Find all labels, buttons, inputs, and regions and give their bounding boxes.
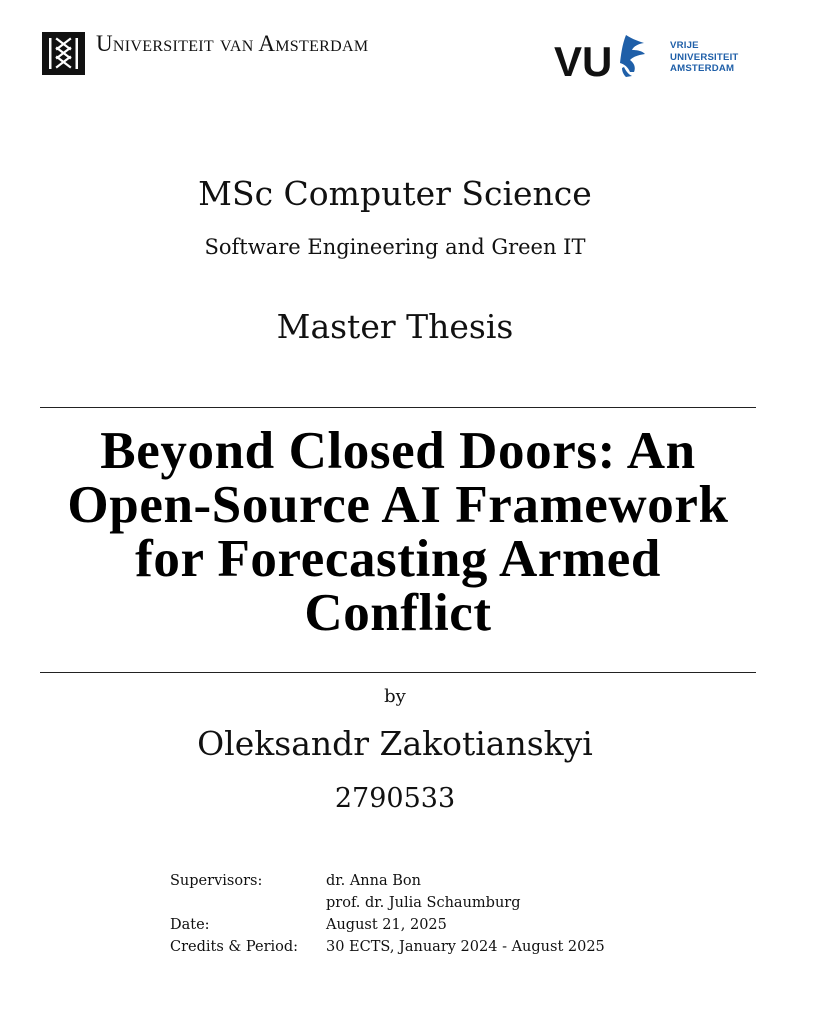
student-id: 2790533 — [334, 783, 456, 814]
vu-logo-letters: VU — [554, 38, 613, 79]
supervisors-label: Supervisors: — [170, 873, 263, 889]
thesis-details-table — [170, 870, 605, 958]
vu-wordmark-line2: UNIVERSITEIT — [670, 51, 739, 63]
title-rule-bottom — [40, 672, 756, 673]
thesis-title-line1: Beyond Closed Doors: An — [100, 422, 696, 480]
details-row — [170, 870, 605, 892]
date-value: August 21, 2025 — [326, 917, 447, 933]
uva-crest-icon — [42, 32, 85, 75]
thesis-title-line3: for Forecasting Armed — [135, 530, 661, 588]
thesis-title-line4: Conflict — [304, 584, 492, 642]
degree-program: MSc Computer Science — [198, 174, 592, 213]
vu-wordmark — [670, 40, 739, 75]
date-label: Date: — [170, 917, 210, 933]
thesis-type: Master Thesis — [276, 307, 514, 346]
author-name: Oleksandr Zakotianskyi — [197, 724, 593, 763]
empty-label — [170, 892, 326, 914]
credits-value: 30 ECTS, January 2024 - August 2025 — [326, 939, 605, 955]
degree-track: Software Engineering and Green IT — [204, 235, 586, 259]
vu-griffin-icon — [554, 31, 646, 79]
details-row — [170, 936, 605, 958]
supervisor-2: prof. dr. Julia Schaumburg — [326, 895, 521, 911]
thesis-title — [18, 424, 778, 640]
title-rule-top — [40, 407, 756, 408]
credits-label: Credits & Period: — [170, 939, 299, 955]
supervisor-1: dr. Anna Bon — [326, 873, 421, 889]
uva-wordmark: Universiteit van Amsterdam — [96, 31, 369, 56]
details-row — [170, 914, 605, 936]
thesis-title-line2: Open-Source AI Framework — [67, 476, 729, 534]
details-row — [170, 892, 605, 914]
vu-wordmark-line3: AMSTERDAM — [670, 63, 735, 74]
vu-wordmark-line1: VRIJE — [670, 40, 699, 51]
by-label: by — [384, 686, 406, 707]
